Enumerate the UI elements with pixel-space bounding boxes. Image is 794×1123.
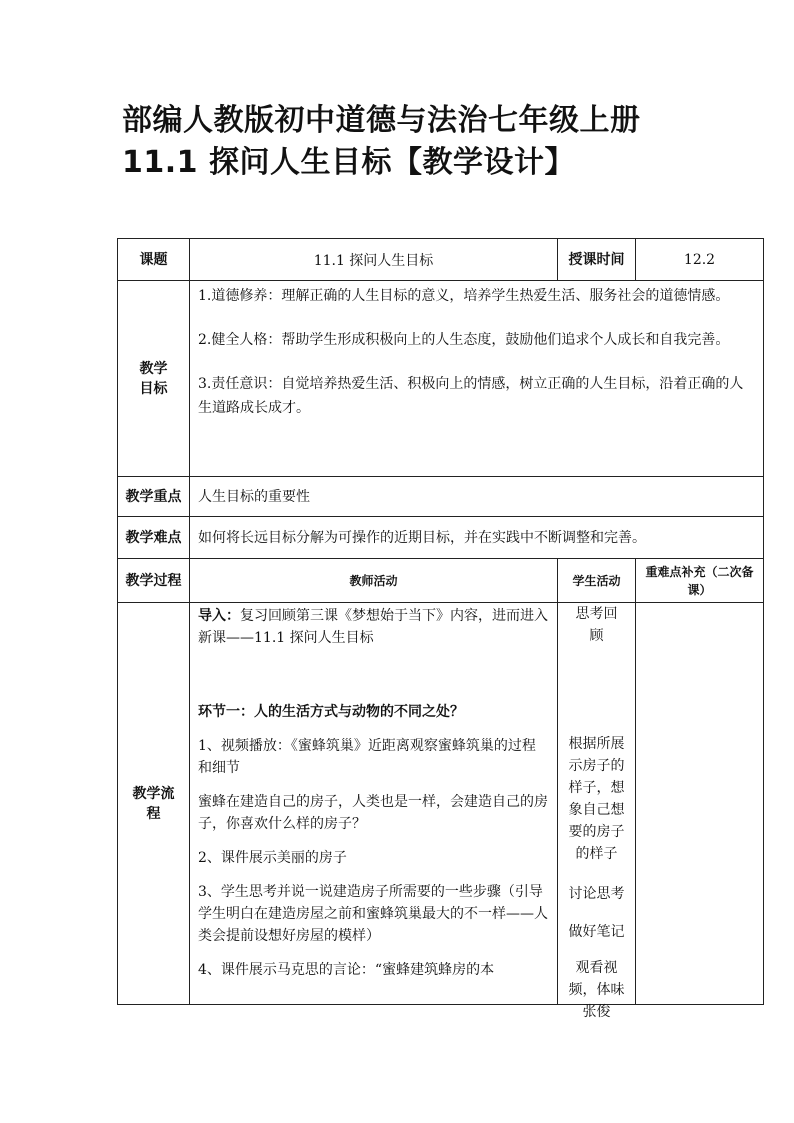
process-label: 教学流程 xyxy=(118,603,190,1005)
time-label: 授课时间 xyxy=(558,239,636,281)
objective-item: 2.健全人格：帮助学生形成积极向上的人生态度，鼓励他们追求个人成长和自我完善。 xyxy=(198,332,730,348)
document-title xyxy=(122,100,641,184)
topic-value: 11.1 探问人生目标 xyxy=(190,239,558,281)
process-header-row xyxy=(118,559,764,603)
section-heading: 环节一：人的生活方式与动物的不同之处？ xyxy=(198,704,464,720)
difficulty-label: 教学难点 xyxy=(118,517,190,559)
objectives-row xyxy=(118,281,764,477)
key-point-label: 教学重点 xyxy=(118,477,190,517)
step-text: 4、课件展示马克思的言论：“蜜蜂建筑蜂房的本 xyxy=(198,962,495,978)
student-activity-item: 做好笔记 xyxy=(568,924,625,940)
process-header-label: 教学过程 xyxy=(118,559,190,603)
step-text: 2、课件展示美丽的房子 xyxy=(198,850,347,866)
objectives-label: 教学目标 xyxy=(118,281,190,477)
topic-label: 课题 xyxy=(118,239,190,281)
step-text: 3、学生思考并说一说建造房子所需要的一些步骤（引导学生明白在建造房屋之前和蜜蜂筑巢最大的不一样——人类会提前设想好房屋的模样） xyxy=(198,884,548,944)
lesson-plan-table xyxy=(117,238,764,1020)
supplement-cell xyxy=(636,603,764,1005)
title-line-2: 11.1 探问人生目标【教学设计】 xyxy=(122,145,575,180)
topic-row xyxy=(118,239,764,281)
key-point-row xyxy=(118,477,764,517)
student-activity-item: 根据所展示房子的样子，想象自己想要的房子的样子 xyxy=(568,736,625,862)
objective-item: 3.责任意识：自觉培养热爱生活、积极向上的情感，树立正确的人生目标，沿着正确的人生道路成长成才。 xyxy=(198,376,744,416)
intro-heading: 导入： xyxy=(198,608,240,624)
key-point-value: 人生目标的重要性 xyxy=(190,477,764,517)
supplement-header: 重难点补充（二次备课） xyxy=(636,559,764,603)
process-row xyxy=(118,603,764,1005)
student-activity-item: 观看视频，体味张俊 xyxy=(568,960,625,1020)
student-activity-item: 思考回顾 xyxy=(575,606,618,644)
teacher-activity-cell xyxy=(190,603,558,1005)
step-text: 1、视频播放：《蜜蜂筑巢》近距离观察蜜蜂筑巢的过程和细节 xyxy=(198,738,536,776)
student-activity-item: 讨论思考 xyxy=(568,886,625,902)
teacher-activity-header: 教师活动 xyxy=(190,559,558,603)
intro-paragraph xyxy=(198,605,549,649)
difficulty-row xyxy=(118,517,764,559)
student-activity-header: 学生活动 xyxy=(558,559,636,603)
objective-item: 1.道德修养：理解正确的人生目标的意义，培养学生热爱生活、服务社会的道德情感。 xyxy=(198,288,730,304)
step-text: 蜜蜂在建造自己的房子，人类也是一样，会建造自己的房子，你喜欢什么样的房子？ xyxy=(198,794,548,832)
intro-text: 复习回顾第三课《梦想始于当下》内容，进而进入新课——11.1 探问人生目标 xyxy=(198,608,548,646)
time-value: 12.2 xyxy=(636,239,764,281)
title-line-1: 部编人教版初中道德与法治七年级上册 xyxy=(122,103,641,138)
objectives-content xyxy=(190,281,764,477)
student-activity-cell xyxy=(558,603,636,1020)
difficulty-value: 如何将长远目标分解为可操作的近期目标，并在实践中不断调整和完善。 xyxy=(190,517,764,559)
